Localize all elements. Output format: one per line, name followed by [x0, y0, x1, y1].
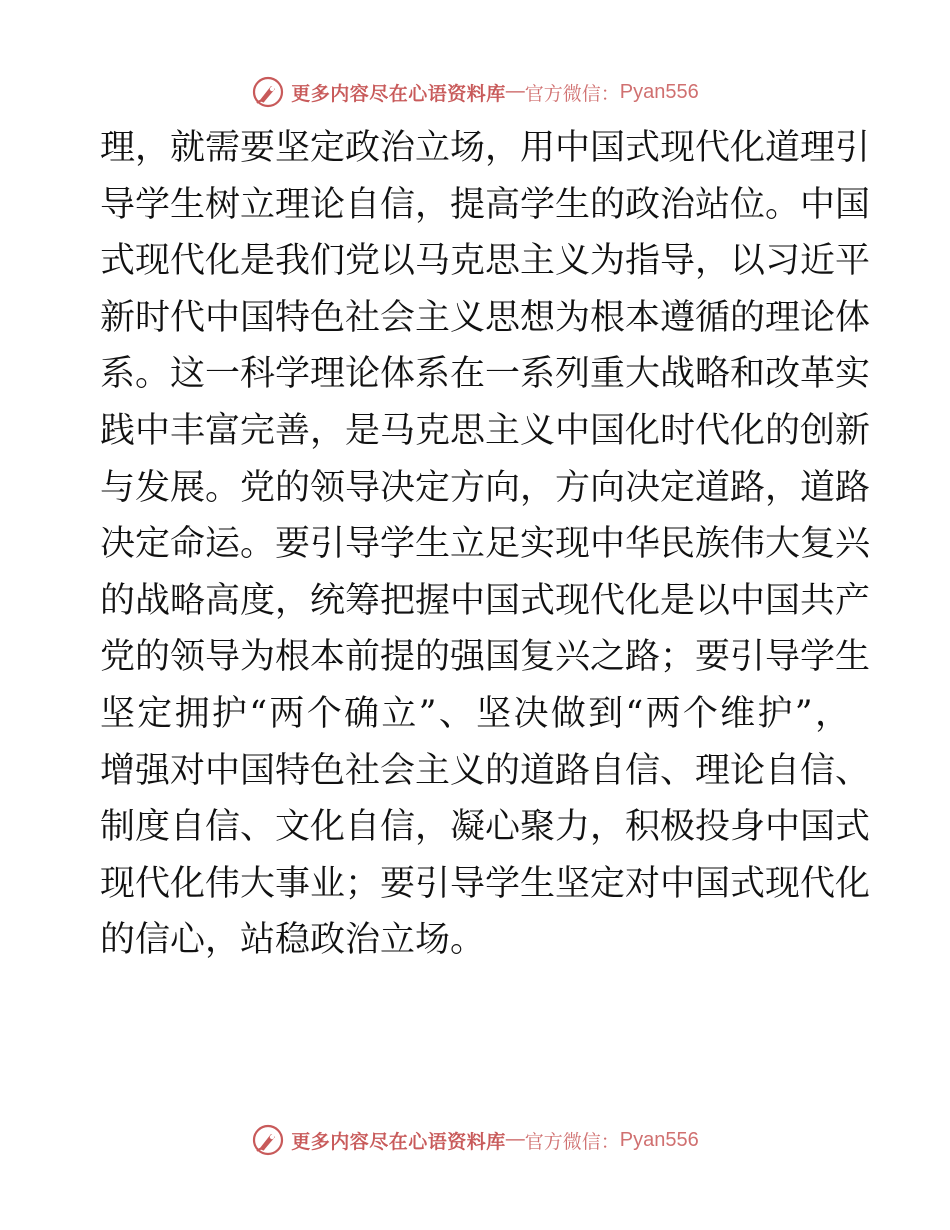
pen-nib-circle-icon	[251, 1123, 285, 1157]
watermark-main-text: 更多内容尽在心语资料库	[291, 1130, 506, 1153]
body-line: 坚定拥护“两个确立”、坚决做到“两个维护”，	[100, 693, 850, 734]
pen-nib-circle-icon	[251, 75, 285, 109]
body-line: 的战略高度，统筹把握中国式现代化是以中国共产	[100, 580, 871, 621]
body-line: 新时代中国特色社会主义思想为根本遵循的理论体	[100, 297, 871, 338]
watermark-dash: —	[505, 81, 525, 102]
body-line: 式现代化是我们党以马克思主义为指导，以习近平	[100, 241, 871, 282]
body-line: 理，就需要坚定政治立场，用中国式现代化道理引	[100, 128, 871, 168]
watermark-sub-text: 官方微信：	[524, 1130, 620, 1153]
body-line: 系。这一科学理论体系在一系列重大战略和改革实	[100, 354, 871, 395]
footer-watermark	[0, 1120, 950, 1160]
watermark-wechat-id: Pyan556	[619, 1128, 699, 1151]
body-line: 现代化伟大事业；要引导学生坚定对中国式现代化	[100, 863, 871, 904]
body-line: 决定命运。要引导学生立足实现中华民族伟大复兴	[100, 524, 871, 565]
body-line: 践中丰富完善，是马克思主义中国化时代化的创新	[100, 410, 871, 451]
body-line: 的信心，站稳政治立场。	[100, 920, 486, 961]
document-body	[100, 120, 871, 969]
body-line: 增强对中国特色社会主义的道路自信、理论自信、	[100, 750, 871, 791]
watermark-sub-text: 官方微信：	[524, 82, 620, 105]
body-line: 与发展。党的领导决定方向，方向决定道路，道路	[100, 467, 871, 508]
body-line: 导学生树立理论自信，提高学生的政治站位。中国	[100, 184, 871, 225]
watermark-dash: —	[505, 1129, 525, 1150]
watermark-wechat-id: Pyan556	[619, 80, 699, 103]
watermark-main-text: 更多内容尽在心语资料库	[291, 82, 506, 105]
body-line: 党的领导为根本前提的强国复兴之路；要引导学生	[100, 637, 871, 678]
body-line: 制度自信、文化自信，凝心聚力，积极投身中国式	[100, 807, 871, 848]
header-watermark	[0, 72, 950, 112]
